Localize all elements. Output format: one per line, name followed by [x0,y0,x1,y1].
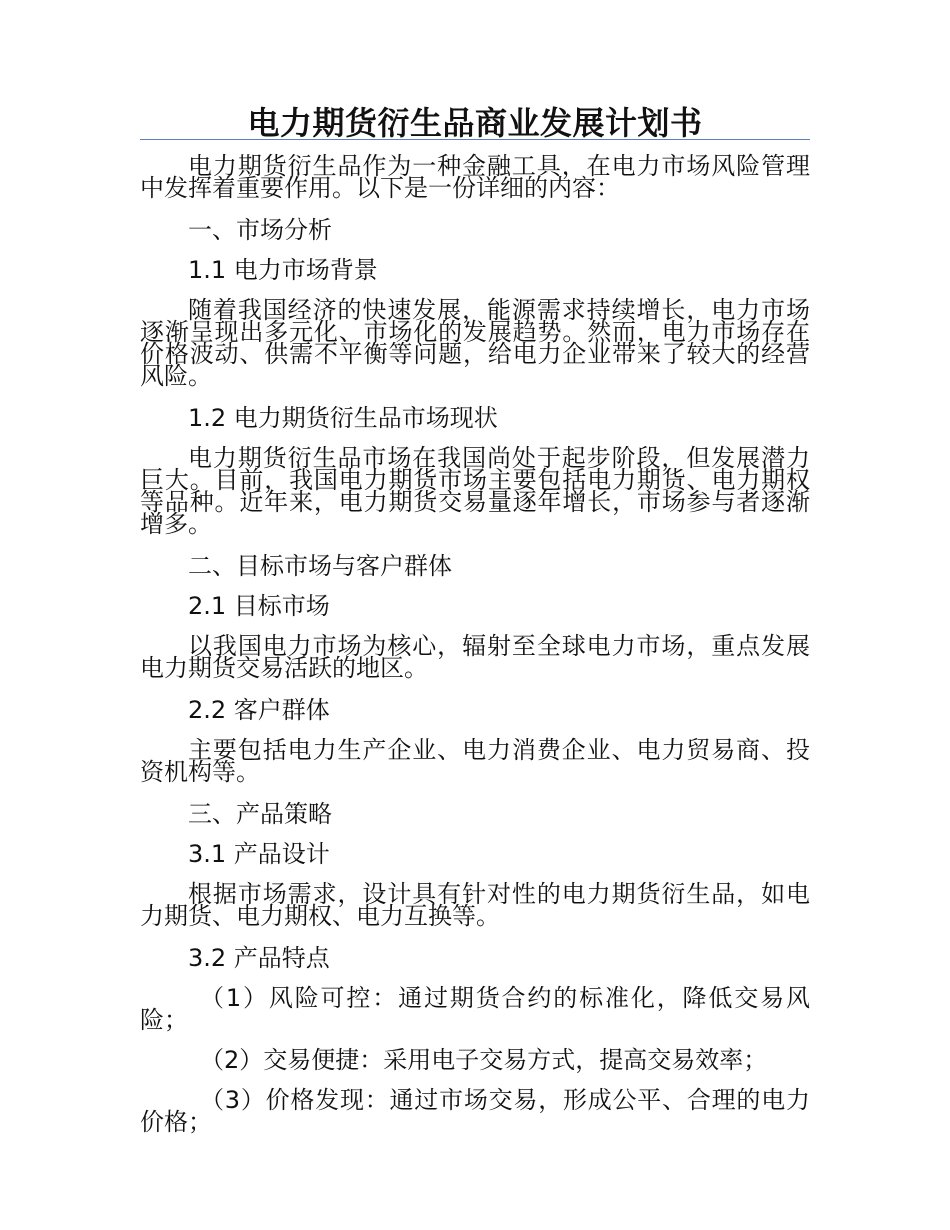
subsection-heading-1-1: 1.1 电力市场背景 [188,256,378,284]
document-body [140,152,810,1136]
section-heading-target-market: 二、目标市场与客户群体 [188,552,452,580]
section-heading-product-strategy: 三、产品策略 [188,800,332,828]
subsection-heading-3-2: 3.2 产品特点 [188,944,330,972]
document-title: 电力期货衍生品商业发展计划书 [247,104,703,142]
subsection-heading-1-2: 1.2 电力期货衍生品市场现状 [188,404,498,432]
section-heading-market-analysis: 一、市场分析 [188,216,332,244]
paragraph-3-1: 根据市场需求，设计具有针对性的电力期货衍生品，如电力期货、电力期权、电力互换等。 [140,880,810,930]
paragraph-1-1: 随着我国经济的快速发展，能源需求持续增长，电力市场逐渐呈现出多元化、市场化的发展趋势。然而，电力市场存在价格波动、供需不平衡等问题，给电力企业带来了较大的经营风险。 [140,296,810,390]
subsection-heading-2-1: 2.1 目标市场 [188,592,330,620]
paragraph-2-1: 以我国电力市场为核心，辐射至全球电力市场，重点发展电力期货交易活跃的地区。 [140,632,810,682]
subsection-heading-3-1: 3.1 产品设计 [188,840,330,868]
paragraph-2-2: 主要包括电力生产企业、电力消费企业、电力贸易商、投资机构等。 [140,736,810,786]
list-item: （2）交易便捷：采用电子交易方式，提高交易效率； [200,1046,768,1074]
list-item: （1）风险可控：通过期货合约的标准化，降低交易风险； [140,984,810,1034]
subsection-heading-2-2: 2.2 客户群体 [188,696,330,724]
title-underline [140,139,810,140]
paragraph-1-2: 电力期货衍生品市场在我国尚处于起步阶段，但发展潜力巨大。目前，我国电力期货市场主要包括电力期货、电力期权等品种。近年来，电力期货交易量逐年增长，市场参与者逐渐增多。 [140,444,810,538]
intro-paragraph: 电力期货衍生品作为一种金融工具，在电力市场风险管理中发挥着重要作用。以下是一份详细的内容： [140,152,810,202]
list-item: （3）价格发现：通过市场交易，形成公平、合理的电力价格； [140,1086,810,1136]
